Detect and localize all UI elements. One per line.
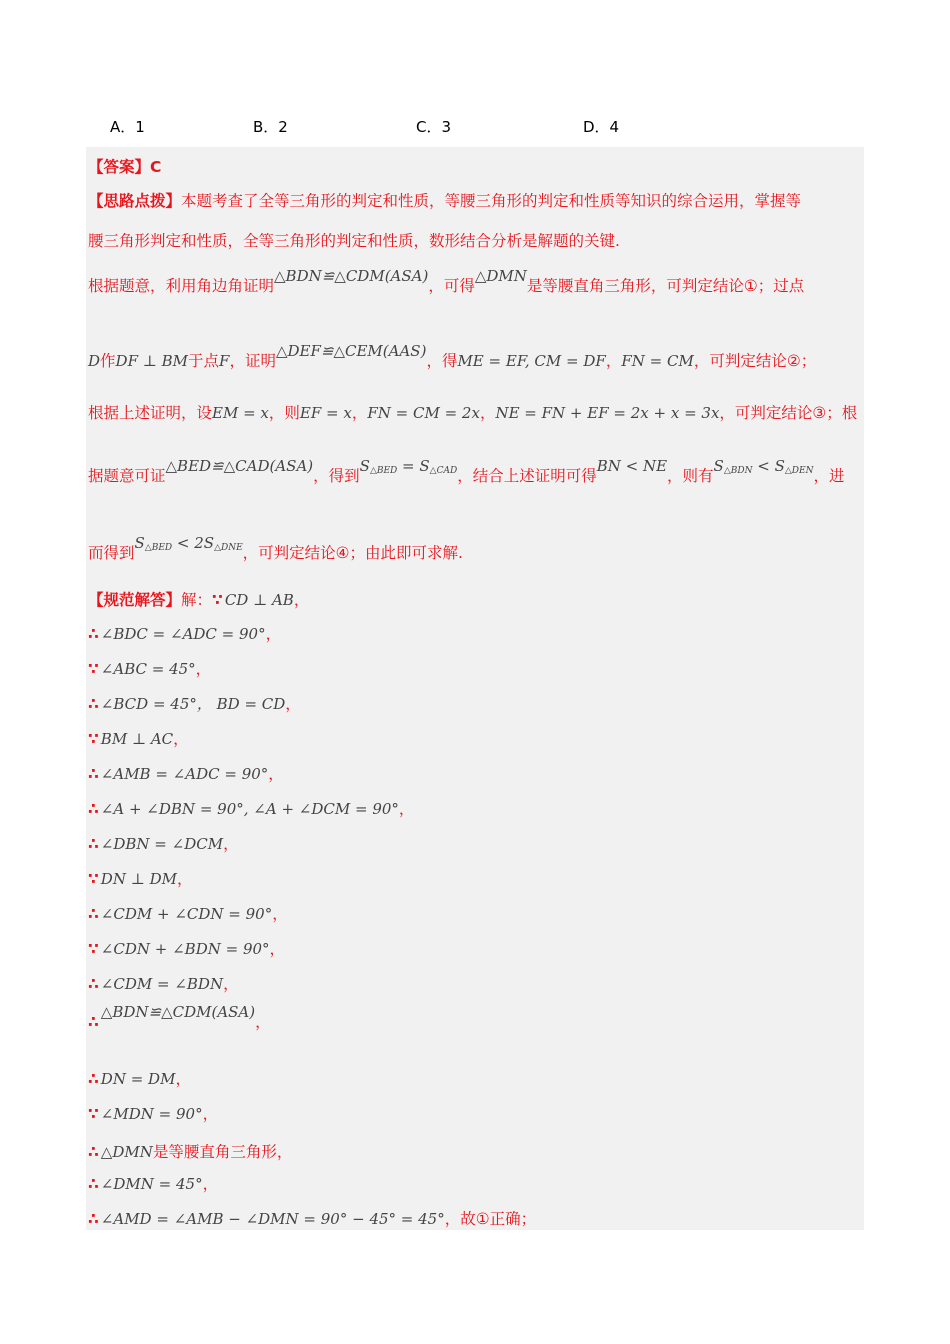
- text: ，故①正确；: [444, 1210, 537, 1228]
- text: ，: [605, 352, 622, 370]
- text: 根据上述证明，设: [88, 404, 213, 422]
- math: D: [88, 352, 101, 370]
- text: ，: [223, 975, 239, 993]
- analysis-line-4: [88, 342, 817, 371]
- solution-step: [88, 797, 414, 819]
- text: ，进: [813, 467, 845, 485]
- math: ∠AMD = ∠AMB − ∠DMN = 90° − 45° = 45°: [100, 1210, 445, 1228]
- math: ∠BDC = ∠ADC = 90°: [100, 625, 266, 643]
- math: FN = CM: [621, 352, 694, 370]
- math: $S_{\triangle BED} = S_{\triangle CAD}$: [359, 457, 458, 476]
- math: DN = DM: [100, 1070, 176, 1088]
- solution-step: [88, 832, 239, 854]
- option-a: A．1: [110, 118, 145, 136]
- text: 作: [100, 352, 116, 370]
- math: $S_{\triangle BED} < 2S_{\triangle DNE}$: [134, 534, 243, 553]
- math: △BDN≌△CDM(ASA): [100, 1003, 256, 1021]
- text: ，: [173, 730, 189, 748]
- therefore-symbol: ∴: [88, 1070, 99, 1088]
- option-b: B．2: [253, 118, 288, 136]
- solution-step: [88, 1102, 218, 1124]
- text: ，: [351, 404, 368, 422]
- text: ，结合上述证明可得: [457, 467, 597, 485]
- therefore-symbol: ∴: [88, 1013, 99, 1031]
- solution-step: [88, 902, 288, 924]
- analysis-line-5: [88, 401, 857, 423]
- text: ，: [202, 1175, 219, 1193]
- therefore-symbol: ∴: [88, 835, 99, 853]
- text: ，: [175, 1070, 191, 1088]
- math: △DMN: [474, 267, 527, 285]
- answer-label: 【答案】: [88, 158, 151, 176]
- text: ，: [268, 765, 284, 783]
- solution-step: [88, 1067, 191, 1089]
- solution-step: [88, 692, 301, 714]
- therefore-symbol: ∴: [88, 765, 99, 783]
- analysis-line-7: [88, 534, 463, 563]
- therefore-symbol: ∴: [88, 1210, 99, 1228]
- analysis-label: 【思路点拨】: [88, 192, 182, 210]
- therefore-symbol: ∴: [88, 625, 99, 643]
- math: EM = x: [212, 404, 269, 422]
- solution-step: [88, 762, 284, 784]
- text: ，: [269, 940, 286, 958]
- math: DN ⊥ DM: [100, 870, 177, 888]
- math: BM ⊥ AC: [100, 730, 174, 748]
- math: ∠MDN = 90°: [100, 1105, 203, 1123]
- text: ，: [255, 1013, 271, 1031]
- solution-intro-text: 解：: [181, 591, 213, 609]
- text: ，则有: [667, 467, 714, 485]
- answer-options: [0, 116, 950, 140]
- math: ∠DBN = ∠DCM: [100, 835, 224, 853]
- because-symbol: ∵: [88, 730, 99, 748]
- option-d: D．4: [583, 118, 620, 136]
- therefore-symbol: ∴: [88, 695, 99, 713]
- analysis-line-3: [88, 267, 805, 296]
- therefore-symbol: ∴: [88, 1175, 99, 1193]
- math: EF = x: [299, 404, 352, 422]
- text: ，证明: [229, 352, 276, 370]
- text: 根据题意，利用角边角证明: [88, 277, 275, 295]
- text: 而得到: [88, 544, 135, 562]
- solution-step: [88, 657, 211, 679]
- text: ，: [202, 1105, 219, 1123]
- solution-step: [88, 1140, 292, 1162]
- solution-step: [88, 972, 239, 994]
- text: ，: [176, 870, 193, 888]
- therefore-symbol: ∴: [88, 800, 99, 818]
- math: F: [219, 352, 230, 370]
- solution-step: [88, 937, 285, 959]
- math: ∠AMB = ∠ADC = 90°: [100, 765, 269, 783]
- because-symbol: ∵: [88, 1105, 99, 1123]
- because-symbol: ∵: [212, 591, 223, 609]
- text: ，可判定结论④；由此即可求解.: [242, 544, 463, 562]
- text: ，: [479, 404, 496, 422]
- text: 于点: [188, 352, 220, 370]
- solution-intro: 【规范解答】解：∵ CD ⊥ AB，: [88, 591, 310, 609]
- analysis-line-6: [88, 457, 845, 486]
- math: △BDN≌△CDM(ASA): [274, 267, 429, 285]
- text: ，则: [268, 404, 300, 422]
- math: ∠DMN = 45°: [100, 1175, 203, 1193]
- because-symbol: ∵: [88, 940, 99, 958]
- solution-step: [88, 622, 281, 644]
- solution-step: [88, 1172, 218, 1194]
- therefore-symbol: ∴: [88, 975, 99, 993]
- math: ∠CDN + ∠BDN = 90°: [100, 940, 270, 958]
- math: CD ⊥ AB: [224, 591, 294, 609]
- analysis-line-2: 腰三角形判定和性质，全等三角形的判定和性质，数形结合分析是解题的关键.: [88, 232, 620, 250]
- math: △DMN: [100, 1143, 153, 1161]
- text: ，得: [426, 352, 458, 370]
- text: 据题意可证: [88, 467, 166, 485]
- analysis-text-1: 本题考查了全等三角形的判定和性质，等腰三角形的判定和性质等知识的综合运用，掌握等: [181, 192, 802, 210]
- solution-step: [88, 867, 193, 889]
- therefore-symbol: ∴: [88, 905, 99, 923]
- text: ，可得: [428, 277, 475, 295]
- solution-panel: [86, 147, 864, 1230]
- text: ，: [285, 695, 301, 713]
- math: △DEF≌△CEM(AAS): [275, 342, 427, 360]
- math: NE = FN + EF = 2x + x = 3x: [495, 404, 720, 422]
- solution-step: [88, 727, 189, 749]
- math: ∠ABC = 45°: [100, 660, 196, 678]
- answer-value: C: [150, 158, 162, 176]
- text: ，可判定结论②；: [693, 352, 817, 370]
- solution-step: [88, 1207, 536, 1229]
- math: ∠CDM = ∠BDN: [100, 975, 224, 993]
- text: ，可判定结论③；根: [719, 404, 858, 422]
- text: 是等腰直角三角形，: [152, 1143, 293, 1161]
- text: ，: [272, 905, 288, 923]
- math: ∠CDM + ∠CDN = 90°: [100, 905, 273, 923]
- math: FN = CM = 2x: [367, 404, 480, 422]
- option-c: C．3: [416, 118, 452, 136]
- solution-step: [88, 1003, 271, 1032]
- text: ，得到: [313, 467, 360, 485]
- math: DF ⊥ BM: [115, 352, 189, 370]
- solution-label: 【规范解答】: [88, 591, 182, 609]
- math: ∠A + ∠DBN = 90°, ∠A + ∠DCM = 90°: [100, 800, 399, 818]
- analysis-line-1: [88, 189, 801, 211]
- math: △BED≌△CAD(ASA): [165, 457, 314, 475]
- because-symbol: ∵: [88, 870, 99, 888]
- text: 是等腰直角三角形，可判定结论①；过点: [526, 277, 805, 295]
- math: $S_{\triangle BDN} < S_{\triangle DEN}$: [713, 457, 814, 476]
- text: ，: [265, 625, 282, 643]
- answer-line: [88, 155, 161, 177]
- text: ，: [223, 835, 239, 853]
- math: ∠BCD = 45°， BD = CD: [100, 695, 286, 713]
- because-symbol: ∵: [88, 660, 99, 678]
- math: ME = EF, CM = DF: [457, 352, 606, 370]
- math: BN < NE: [596, 457, 668, 475]
- text: ，: [398, 800, 415, 818]
- therefore-symbol: ∴: [88, 1143, 99, 1161]
- text: ，: [195, 660, 212, 678]
